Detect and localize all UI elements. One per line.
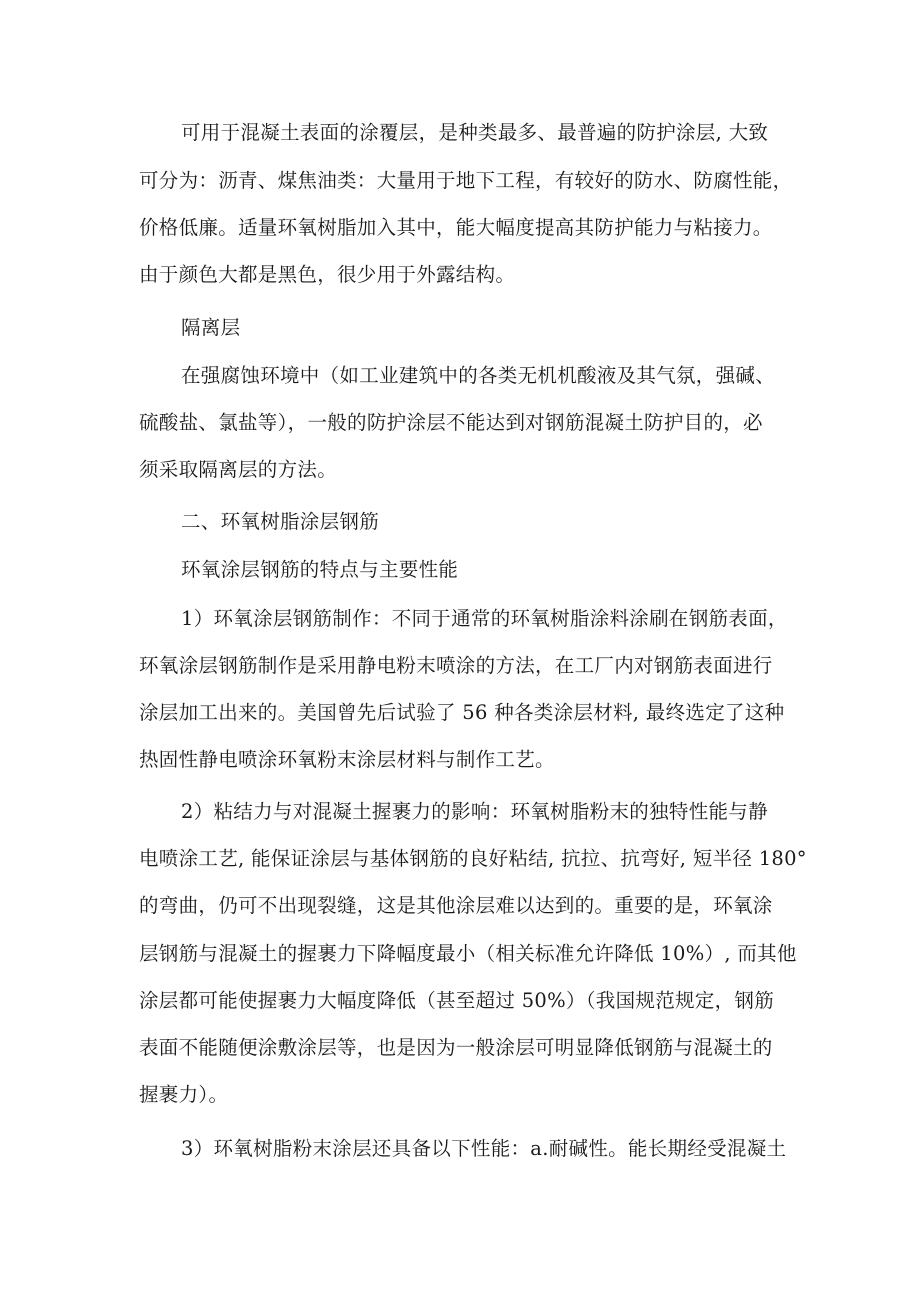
text-line: 价格低廉。适量环氧树脂加入其中，能大幅度提高其防护能力与粘接力。 <box>139 216 773 239</box>
text-line: 层钢筋与混凝土的握裹力下降幅度最小（相关标准允许降低 10%）, 而其他 <box>139 942 797 965</box>
section-heading: 隔离层 <box>181 316 241 339</box>
text-line: 须采取隔离层的方法。 <box>139 458 338 481</box>
text-line: 表面不能随便涂敷涂层等，也是因为一般涂层可明显降低钢筋与混凝土的 <box>139 1036 773 1059</box>
text-line: 3）环氧树脂粉末涂层还具备以下性能：a.耐碱性。能长期经受混凝土 <box>181 1137 787 1160</box>
text-line: 可用于混凝土表面的涂覆层，是种类最多、最普遍的防护涂层, 大致 <box>181 121 769 144</box>
text-line: 由于颜色大都是黑色，很少用于外露结构。 <box>139 263 516 286</box>
section-heading: 环氧涂层钢筋的特点与主要性能 <box>181 558 459 581</box>
text-line: 握裹力）。 <box>139 1083 229 1106</box>
text-line: 在强腐蚀环境中（如工业建筑中的各类无机机酸液及其气氛，强碱、 <box>181 364 776 387</box>
text-line: 1）环氧涂层钢筋制作：不同于通常的环氧树脂涂料涂刷在钢筋表面， <box>181 607 788 630</box>
text-line: 热固性静电喷涂环氧粉末涂层材料与制作工艺。 <box>139 748 555 771</box>
text-line: 2）粘结力与对混凝土握裹力的影响：环氧树脂粉末的独特性能与静 <box>181 800 768 823</box>
text-line: 可分为：沥青、煤焦油类：大量用于地下工程，有较好的防水、防腐性能， <box>139 169 793 192</box>
text-line: 硫酸盐、氯盐等），一般的防护涂层不能达到对钢筋混凝土防护目的，必 <box>139 411 763 434</box>
text-line: 涂层都可能使握裹力大幅度降低（甚至超过 50%）（我国规范规定，钢筋 <box>139 989 774 1012</box>
text-line: 电喷涂工艺, 能保证涂层与基体钢筋的良好粘结, 抗拉、抗弯好, 短半径 180° <box>139 847 807 870</box>
text-line: 环氧涂层钢筋制作是采用静电粉末喷涂的方法，在工厂内对钢筋表面进行 <box>139 654 773 677</box>
section-heading: 二、环氧树脂涂层钢筋 <box>181 510 380 533</box>
text-line: 涂层加工出来的。美国曾先后试验了 56 种各类涂层材料, 最终选定了这种 <box>139 701 785 724</box>
text-line: 的弯曲，仍可不出现裂缝，这是其他涂层难以达到的。重要的是，环氧涂 <box>139 894 773 917</box>
